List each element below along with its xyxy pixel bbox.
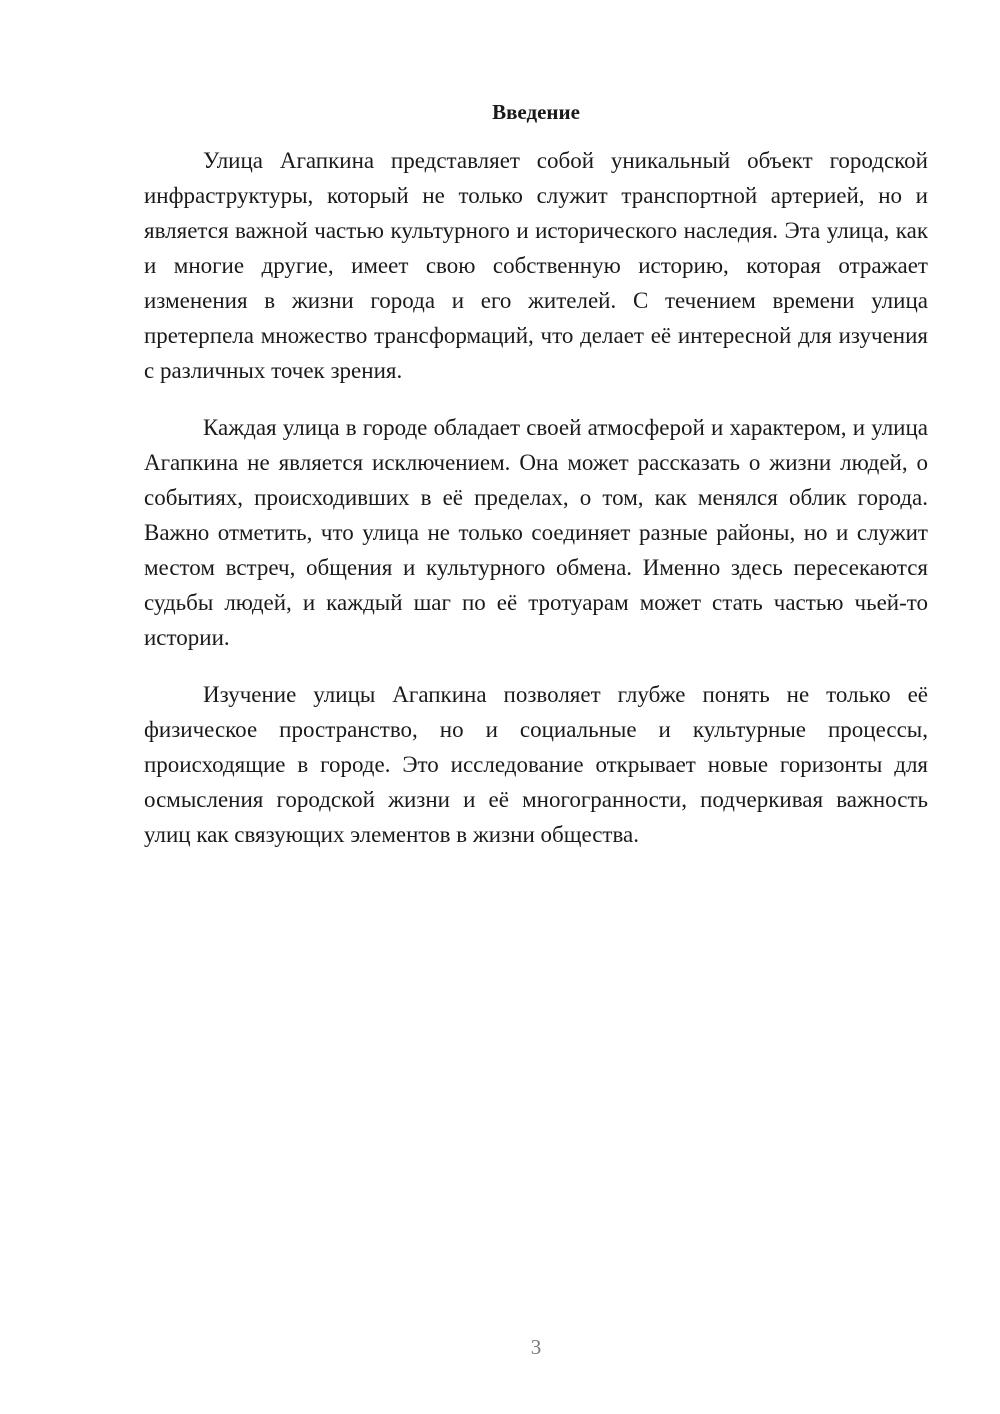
paragraph-1: Улица Агапкина представляет собой уникальный объект городской инфраструктуры, который не только служит транспортной артерией, но и является важной частью культурного и исторического наследия. Эта улица, как и многие другие, имеет свою собственную историю, которая отражает изменения в жизни города и его жителей. С течением времени улица претерпела множество трансформаций, что делает её интересной для изучения с различных точек зрения.	[144, 148, 928, 383]
paragraph-3: Изучение улицы Агапкина позволяет глубже понять не только её физическое пространство, но и социальные и культурные процессы, происходящие в городе. Это исследование открывает новые горизонты для осмысления городской жизни и её многогранности, подчеркивая важность улиц как связующих элементов в жизни общества.	[144, 682, 928, 847]
page-number: 3	[530, 1335, 542, 1359]
paragraph-2: Каждая улица в городе обладает своей атмосферой и характером, и улица Агапкина не является исключением. Она может рассказать о жизни людей, о событиях, происходивших в её пределах, о том, как менялся облик города. Важно отметить, что улица не только соединяет разные районы, но и служит местом встреч, общения и культурного обмена. Именно здесь пересекаются судьбы людей, и каждый шаг по её тротуарам может стать частью чьей-то истории.	[144, 415, 928, 650]
section-body	[144, 143, 928, 874]
section-title: Введение	[492, 100, 580, 124]
